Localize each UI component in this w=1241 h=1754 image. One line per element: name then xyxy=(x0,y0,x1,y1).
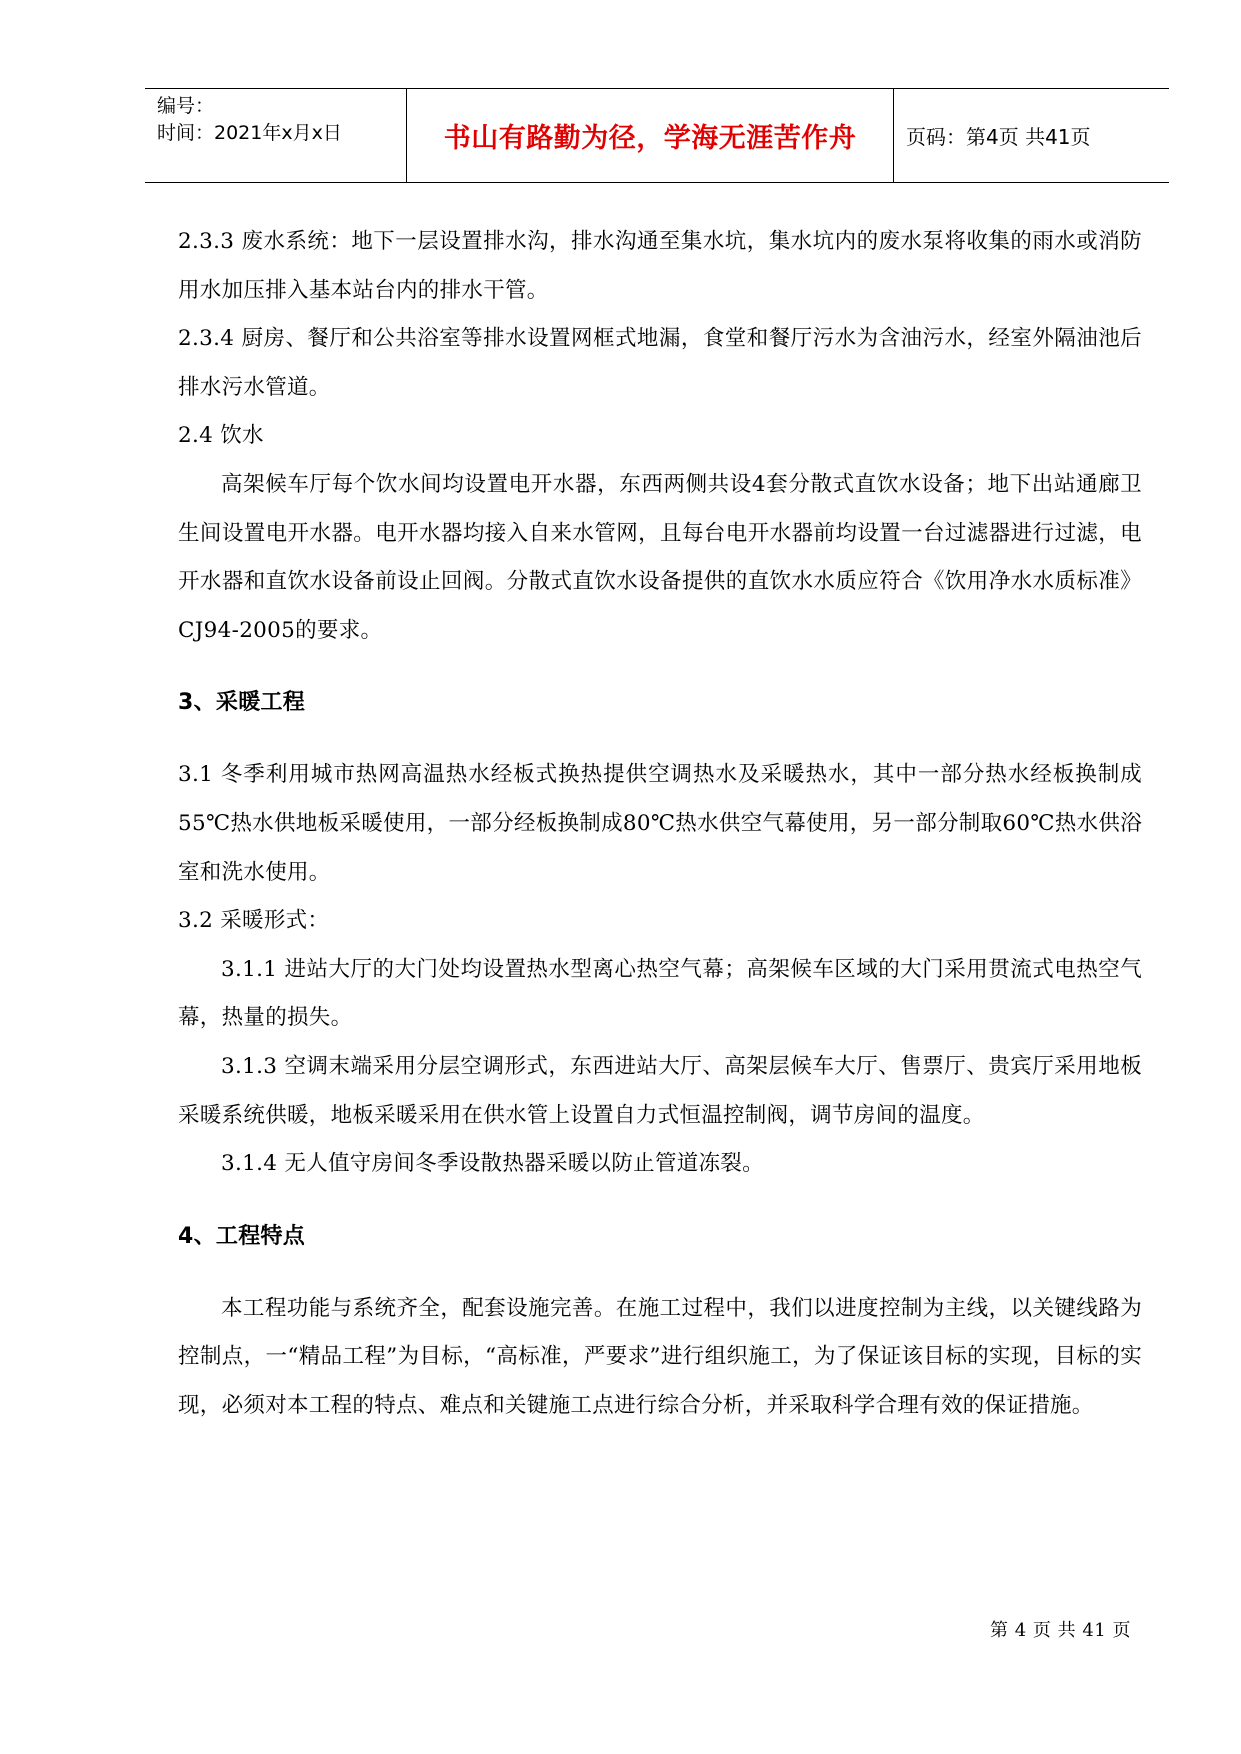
paragraph-2-3-4: 2.3.4 厨房、餐厅和公共浴室等排水设置网框式地漏，食堂和餐厅污水为含油污水，经室外隔油池后排水污水管道。 xyxy=(178,326,1142,400)
paragraph-3-1-1: 3.1.1 进站大厅的大门处均设置热水型离心热空气幕；高架候车区域的大门采用贯流式电热空气幕，热量的损失。 xyxy=(178,956,1142,1031)
header-meta-cell xyxy=(145,89,407,182)
page-footer: 第 4 页 共 41 页 xyxy=(990,1620,1131,1641)
document-number-label: 编号： xyxy=(157,95,215,117)
paragraph-2-3-3: 2.3.3 废水系统：地下一层设置排水沟，排水沟通至集水坑，集水坑内的废水泵将收集的雨水或消防用水加压排入基本站台内的排水干管。 xyxy=(178,229,1142,303)
paragraph-3-1-3: 3.1.3 空调末端采用分层空调形式，东西进站大厅、高架层候车大厅、售票厅、贵宾厅采用地板采暖系统供暖，地板采暖采用在供水管上设置自力式恒温控制阀，调节房间的温度。 xyxy=(178,1053,1142,1128)
paragraph-3-1: 3.1 冬季利用城市热网高温热水经板式换热提供空调热水及采暖热水，其中一部分热水经板换制成55℃热水供地板采暖使用，一部分经板换制成80℃热水供空气幕使用，另一部分制取60℃热水供浴室和洗水使用。 xyxy=(178,762,1142,885)
header-page-indicator: 页码：第4页 共41页 xyxy=(906,125,1091,149)
section-heading-heating: 3、采暖工程 xyxy=(178,690,306,716)
subheading-3-2: 3.2 采暖形式： xyxy=(178,908,330,934)
paragraph-drinking-water: 高架候车厅每个饮水间均设置电开水器，东西两侧共设4套分散式直饮水设备；地下出站通廊卫生间设置电开水器。电开水器均接入自来水管网，且每台电开水器前均设置一台过滤器进行过滤，电开水器和直饮水设备前设止回阀。分散式直饮水设备提供的直饮水水质应符合《饮用净水水质标准》CJ94-2005的要求。 xyxy=(178,471,1142,643)
subheading-2-4: 2.4 饮水 xyxy=(178,423,264,449)
section-heading-features: 4、工程特点 xyxy=(178,1223,306,1249)
paragraph-3-1-4: 3.1.4 无人值守房间冬季设散热器采暖以防止管道冻裂。 xyxy=(221,1151,764,1177)
document-header xyxy=(145,88,1169,183)
header-motto: 书山有路勤为径，学海无涯苦作舟 xyxy=(407,89,894,182)
document-date-label: 时间：2021年x月x日 xyxy=(157,122,342,144)
document-body xyxy=(178,218,1142,1430)
paragraph-project-features: 本工程功能与系统齐全，配套设施完善。在施工过程中，我们以进度控制为主线，以关键线路为控制点，一“精品工程”为目标，“高标准，严要求”进行组织施工，为了保证该目标的实现，目标的实现，必须对本工程的特点、难点和关键施工点进行综合分析，并采取科学合理有效的保证措施。 xyxy=(178,1295,1142,1418)
